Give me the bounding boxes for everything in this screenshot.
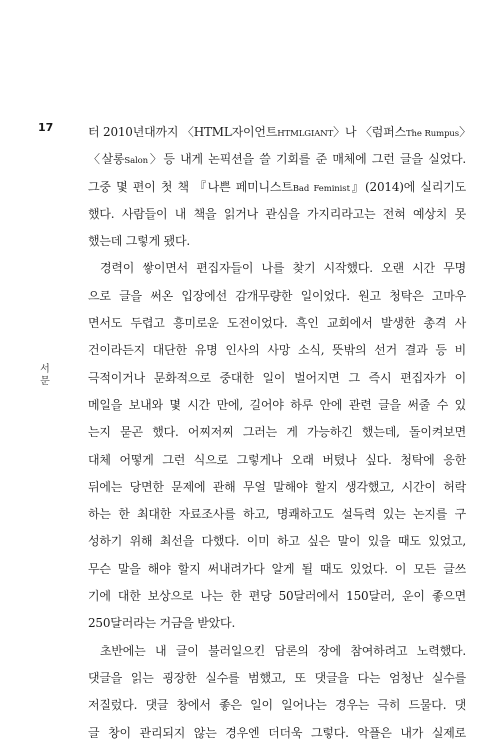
text-run: 250달러라는 거금을 받았다. — [88, 616, 236, 631]
text-run: 그중 몇 편이 첫 책 『나쁜 페미니스트 — [88, 179, 293, 194]
page-number: 17 — [38, 121, 54, 134]
text-run: 극적이거나 문화적으로 중대한 일이 벌어지면 그 즉시 편집자가 이 — [88, 370, 466, 385]
text-run: 글 창이 관리되지 않는 경우엔 더더욱 그렇다. 악플은 내가 실제로 — [88, 725, 466, 740]
text-line — [88, 228, 466, 255]
text-line — [88, 174, 466, 201]
text-run: 기에 대한 보상으로 나는 한 편당 50달러에서 150달러, 운이 좋으면 — [88, 589, 466, 604]
text-line — [88, 365, 466, 392]
text-run: 했다. 사람들이 내 책을 읽거나 관심을 가지리라고는 전혀 예상치 못 — [88, 206, 466, 221]
text-run: 〉 — [459, 125, 471, 139]
text-line — [88, 556, 466, 583]
text-run: 터 2010년대까지 〈HTML자이언트 — [88, 125, 278, 139]
running-head — [39, 364, 51, 388]
original-title-text: The Rumpus — [405, 129, 460, 139]
running-head-char: 서 — [40, 364, 50, 375]
text-line — [88, 583, 466, 610]
text-run: 〉나 〈럼퍼스 — [333, 125, 406, 139]
text-line — [88, 201, 466, 228]
text-run: 으로 글을 써온 입장에선 감개무량한 일이었다. 원고 청탁은 고마우 — [88, 288, 466, 303]
text-line — [88, 310, 466, 337]
text-line — [88, 419, 466, 446]
text-line — [88, 337, 466, 364]
text-line — [88, 119, 471, 146]
text-run: 〈살롱 — [88, 152, 125, 167]
text-line — [88, 255, 466, 282]
running-head-char: 문 — [40, 376, 50, 387]
text-line — [88, 665, 466, 692]
text-run: 저질렀다. 댓글 창에서 좋은 일이 일어나는 경우는 극히 드물다. 댓 — [88, 698, 466, 713]
text-line — [88, 692, 466, 719]
text-run: 〉등 내게 논픽션을 쓸 기회를 준 매체에 그런 글을 실었다. — [148, 152, 466, 167]
text-run: 하는 한 최대한 자료조사를 하고, 명쾌하고도 설득력 있는 논지를 구 — [88, 507, 466, 522]
text-line — [88, 447, 466, 474]
text-run: 했는데 그렇게 됐다. — [88, 234, 190, 249]
original-title-text: Bad Feminist — [292, 183, 350, 194]
text-line — [88, 501, 466, 528]
text-line — [88, 528, 466, 555]
text-run: 성하기 위해 최선을 다했다. 이미 하고 싶은 말이 있을 때도 있었고, — [88, 534, 466, 549]
text-line — [88, 720, 466, 747]
text-line — [88, 283, 466, 310]
text-run: 』(2014)에 실리기도 — [349, 179, 467, 194]
text-run: 댓글을 읽는 굉장한 실수를 범했고, 또 댓글을 다는 엄청난 실수를 — [88, 670, 466, 685]
text-run: 무슨 말을 해야 할지 써내려가다 알게 될 때도 있었다. 이 모든 글쓰 — [88, 561, 466, 576]
original-title-text: Salon — [124, 156, 149, 167]
text-line — [88, 638, 466, 665]
text-line — [88, 392, 466, 419]
text-run: 건이라든지 대단한 유명 인사의 사망 소식, 뜻밖의 선거 결과 등 비 — [88, 343, 466, 358]
text-run: 면서도 두렵고 흥미로운 도전이었다. 흑인 교회에서 발생한 총격 사 — [88, 316, 466, 331]
text-run: 뒤에는 당면한 문제에 관해 무얼 말해야 할지 생각했고, 시간이 허락 — [88, 479, 466, 494]
text-run: 메일을 보내와 몇 시간 만에, 길어야 하루 안에 관련 글을 써줄 수 있 — [88, 397, 466, 412]
text-run: 초반에는 내 글이 불러일으킨 담론의 장에 참여하려고 노력했다. — [100, 643, 466, 658]
body-text — [88, 119, 471, 747]
text-run: 경력이 쌓이면서 편집자들이 나를 찾기 시작했다. 오랜 시간 무명 — [100, 261, 466, 276]
text-run: 대체 어떻게 그런 식으로 그렇게나 오래 버텼나 싶다. 청탁에 응한 — [88, 452, 466, 467]
original-title-text: HTMLGIANT — [277, 129, 334, 139]
text-line — [88, 146, 466, 173]
text-line — [88, 474, 466, 501]
text-run: 는지 묻곤 했다. 어찌저찌 그러는 게 가능하긴 했는데, 돌이켜보면 — [88, 425, 466, 440]
text-line — [88, 610, 466, 637]
